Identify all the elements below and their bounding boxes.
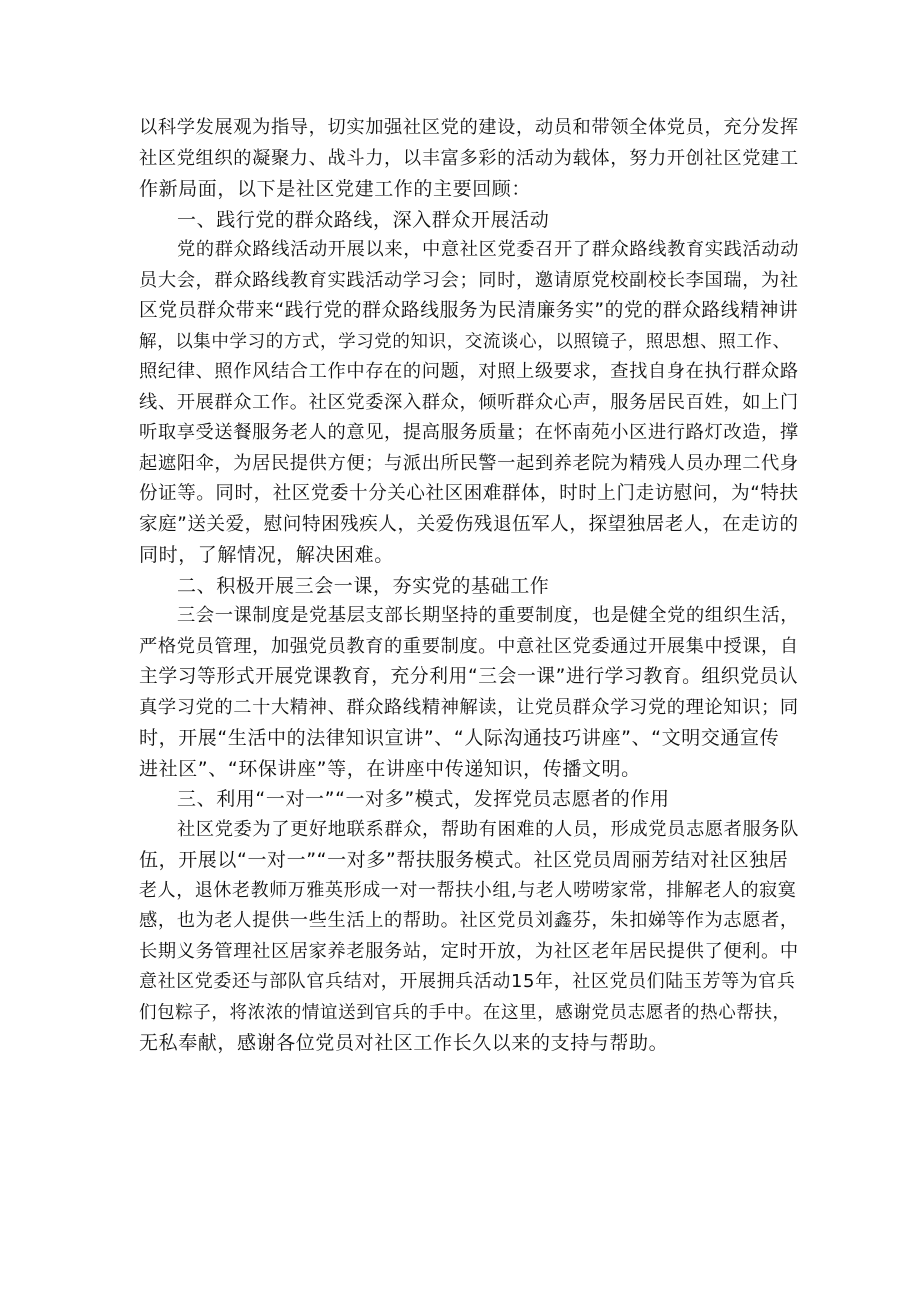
paragraph-first-line: 党的群众路线活动开展以来，中意社区党委召开了群众路线教育实践活动动 [177, 239, 800, 260]
text-line: 照纪律、照作风结合工作中存在的问题，对照上级要求，查找自身在执行群众路 [139, 361, 799, 382]
text-line: 长期义务管理社区居家养老服务站，定时开放，为社区老年居民提供了便利。中 [139, 940, 799, 962]
text-line: 区党员群众带来“践行党的群众路线服务为民清廉务实”的党的群众路线精神讲 [139, 300, 799, 321]
text-line: 进社区”、“环保讲座”等，在讲座中传递知识，传播文明。 [139, 757, 641, 780]
paragraph-first-line: 二、积极开展三会一课，夯实党的基础工作 [177, 574, 550, 597]
text-line: 家庭”送关爱，慰问特困残疾人，关爱伤残退伍军人，探望独居老人，在走访的 [139, 513, 799, 535]
paragraph-first-line: 三会一课制度是党基层支部长期坚持的重要制度，也是健全党的组织生活， [177, 605, 800, 626]
text-line: 听取享受送餐服务老人的意见，提高服务质量；在怀南苑小区进行路灯改造，撑 [139, 422, 799, 443]
text-line: 起遮阳伞，为居民提供方便；与派出所民警一起到养老院为精残人员办理二代身 [139, 452, 799, 474]
paragraph-first-line: 社区党委为了更好地联系群众，帮助有困难的人员，形成党员志愿者服务队 [177, 818, 800, 840]
text-line: 老人，退休老教师万雅英形成一对一帮扶小组,与老人唠唠家常，排解老人的寂寞 [139, 879, 797, 901]
text-line: 社区党组织的凝聚力、战斗力，以丰富多彩的活动为载体，努力开创社区党建工 [139, 147, 799, 169]
text-line: 无私奉献，感谢各位党员对社区工作长久以来的支持与帮助。 [139, 1032, 669, 1054]
text-line: 以科学发展观为指导，切实加强社区党的建设，动员和带领全体党员，充分发挥 [139, 117, 799, 138]
text-line: 解，以集中学习的方式，学习党的知识，交流谈心，以照镜子，照思想、照工作、 [139, 331, 791, 352]
document-body [139, 113, 799, 1059]
text-line: 意社区党委还与部队官兵结对，开展拥兵活动15年，社区党员们陆玉芳等为官兵 [139, 971, 796, 992]
text-line: 时，开展“生活中的法律知识宣讲”、“人际沟通技巧讲座”、“文明交通宣传 [139, 727, 780, 749]
text-line: 严格党员管理，加强党员教育的重要制度。中意社区党委通过开展集中授课，自 [139, 635, 799, 657]
text-line: 线、开展群众工作。社区党委深入群众，倾听群众心声，服务居民百姓，如上门 [139, 391, 799, 413]
text-line: 感，也为老人提供一些生活上的帮助。社区党员刘鑫芬，朱扣娣等作为志愿者， [139, 910, 799, 931]
paragraph-first-line: 三、利用“一对一”“一对多”模式，发挥党员志愿者的作用 [177, 788, 670, 810]
text-line: 同时，了解情况，解决困难。 [139, 544, 394, 566]
text-line: 作新局面，以下是社区党建工作的主要回顾： [139, 178, 532, 200]
text-line: 份证等。同时，社区党委十分关心社区困难群体，时时上门走访慰问，为“特扶 [139, 483, 799, 504]
paragraph-first-line: 一、践行党的群众路线，深入群众开展活动 [177, 208, 550, 231]
text-line: 伍，开展以“一对一”“一对多”帮扶服务模式。社区党员周丽芳结对社区独居 [139, 849, 789, 871]
text-line: 真学习党的二十大精神、群众路线精神解读，让党员群众学习党的理论知识；同 [139, 696, 799, 718]
text-line: 员大会，群众路线教育实践活动学习会；同时，邀请原党校副校长李国瑞，为社 [139, 269, 799, 291]
text-line: 们包粽子，将浓浓的情谊送到官兵的手中。在这里，感谢党员志愿者的热心帮扶， [139, 1002, 791, 1023]
text-line: 主学习等形式开展党课教育，充分利用“三会一课”进行学习教育。组织党员认 [139, 666, 799, 687]
